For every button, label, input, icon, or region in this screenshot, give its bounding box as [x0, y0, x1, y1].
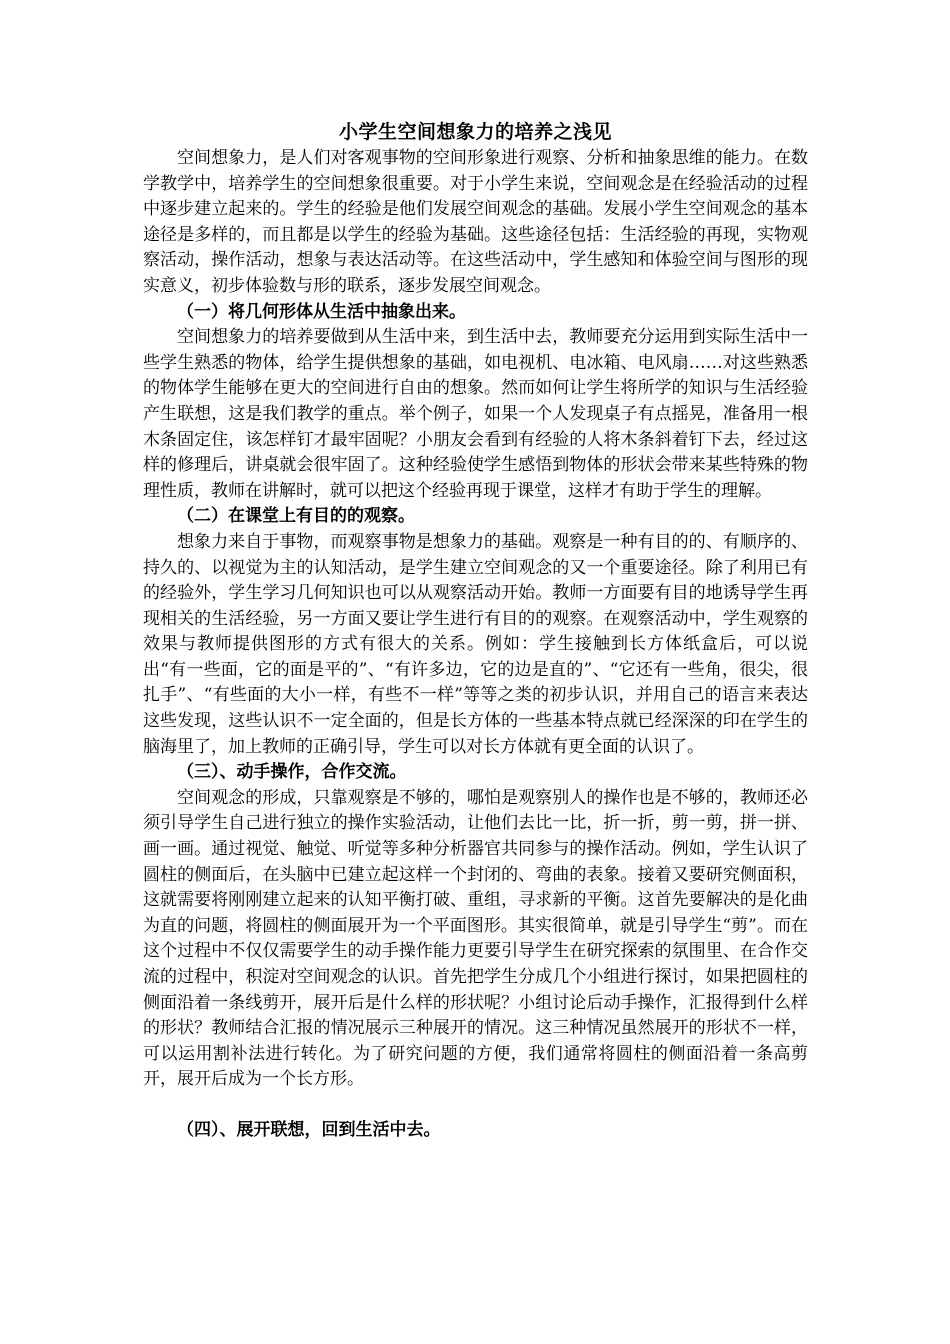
- section-3-paragraph: 空间观念的形成，只靠观察是不够的，哪怕是观察别人的操作也是不够的，教师还必须引导学生自己进行独立的操作实验活动，让他们去比一比，折一折，剪一剪，拼一拼、画一画。通过视觉、触觉、听觉等多种分析器官共同参与的操作活动。例如，学生认识了圆柱的侧面后，在头脑中已建立起这样一个封闭的、弯曲的表象。接着又要研究侧面积，这就需要将刚刚建立起来的认知平衡打破、重组，寻求新的平衡。这首先要解决的是化曲为直的问题，将圆柱的侧面展开为一个平面图形。其实很简单，就是引导学生“剪”。而在这个过程中不仅仅需要学生的动手操作能力更要引导学生在研究探索的氛围里、在合作交流的过程中，积淀对空间观念的认识。首先把学生分成几个小组进行探讨，如果把圆柱的侧面沿着一条线剪开，展开后是什么样的形状呢？小组讨论后动手操作，汇报得到什么样的形状？教师结合汇报的情况展示三种展开的情况。这三种情况虽然展开的形状不一样，可以运用割补法进行转化。为了研究问题的方便，我们通常将圆柱的侧面沿着一条高剪开，展开后成为一个长方形。: [143, 787, 808, 1090]
- intro-paragraph: 空间想象力，是人们对客观事物的空间形象进行观察、分析和抽象思维的能力。在数学教学中，培养学生的空间想象很重要。对于小学生来说，空间观念是在经验活动的过程中逐步建立起来的。学生的经验是他们发展空间观念的基础。发展小学生空间观念的基本途径是多样的，而且都是以学生的经验为基础。这些途径包括：生活经验的再现，实物观察活动，操作活动，想象与表达活动等。在这些活动中，学生感知和体验空间与图形的现实意义，初步体验数与形的联系，逐步发展空间观念。: [143, 148, 808, 296]
- section-3-heading: （三）、动手操作，合作交流。: [177, 762, 407, 783]
- section-1-paragraph: 空间想象力的培养要做到从生活中来，到生活中去，教师要充分运用到实际生活中一些学生熟悉的物体，给学生提供想象的基础，如电视机、电冰箱、电风扇……对这些熟悉的物体学生能够在更大的空间进行自由的想象。然而如何让学生将所学的知识与生活经验产生联想，这是我们教学的重点。举个例子，如果一个人发现桌子有点摇晃，准备用一根木条固定住，该怎样钉才最牢固呢？小朋友会看到有经验的人将木条斜着钉下去，经过这样的修理后，讲桌就会很牢固了。这种经验使学生感悟到物体的形状会带来某些特殊的物理性质，教师在讲解时，就可以把这个经验再现于课堂，这样才有助于学生的理解。: [143, 327, 808, 501]
- section-2-heading: （二）在课堂上有目的的观察。: [177, 506, 415, 527]
- section-2-paragraph: 想象力来自于事物，而观察事物是想象力的基础。观察是一种有目的的、有顺序的、持久的、以视觉为主的认知活动，是学生建立空间观念的又一个重要途径。除了利用已有的经验外，学生学习几何知识也可以从观察活动开始。教师一方面要有目的地诱导学生再现相关的生活经验，另一方面又要让学生进行有目的的观察。在观察活动中，学生观察的效果与教师提供图形的方式有很大的关系。例如：学生接触到长方体纸盒后，可以说出“有一些面，它的面是平的”、“有许多边，它的边是直的”、“它还有一些角，很尖，很扎手”、“有些面的大小一样，有些不一样”等等之类的初步认识，并用自己的语言来表达这些发现，这些认识不一定全面的，但是长方体的一些基本特点就已经深深的印在学生的脑海里了，加上教师的正确引导，学生可以对长方体就有更全面的认识了。: [143, 531, 808, 757]
- document-title: 小学生空间想象力的培养之浅见: [338, 121, 612, 143]
- section-4-heading: （四）、展开联想，回到生活中去。: [177, 1119, 441, 1140]
- document-page: [143, 118, 808, 1144]
- section-1-heading: （一）将几何形体从生活中抽象出来。: [177, 301, 466, 322]
